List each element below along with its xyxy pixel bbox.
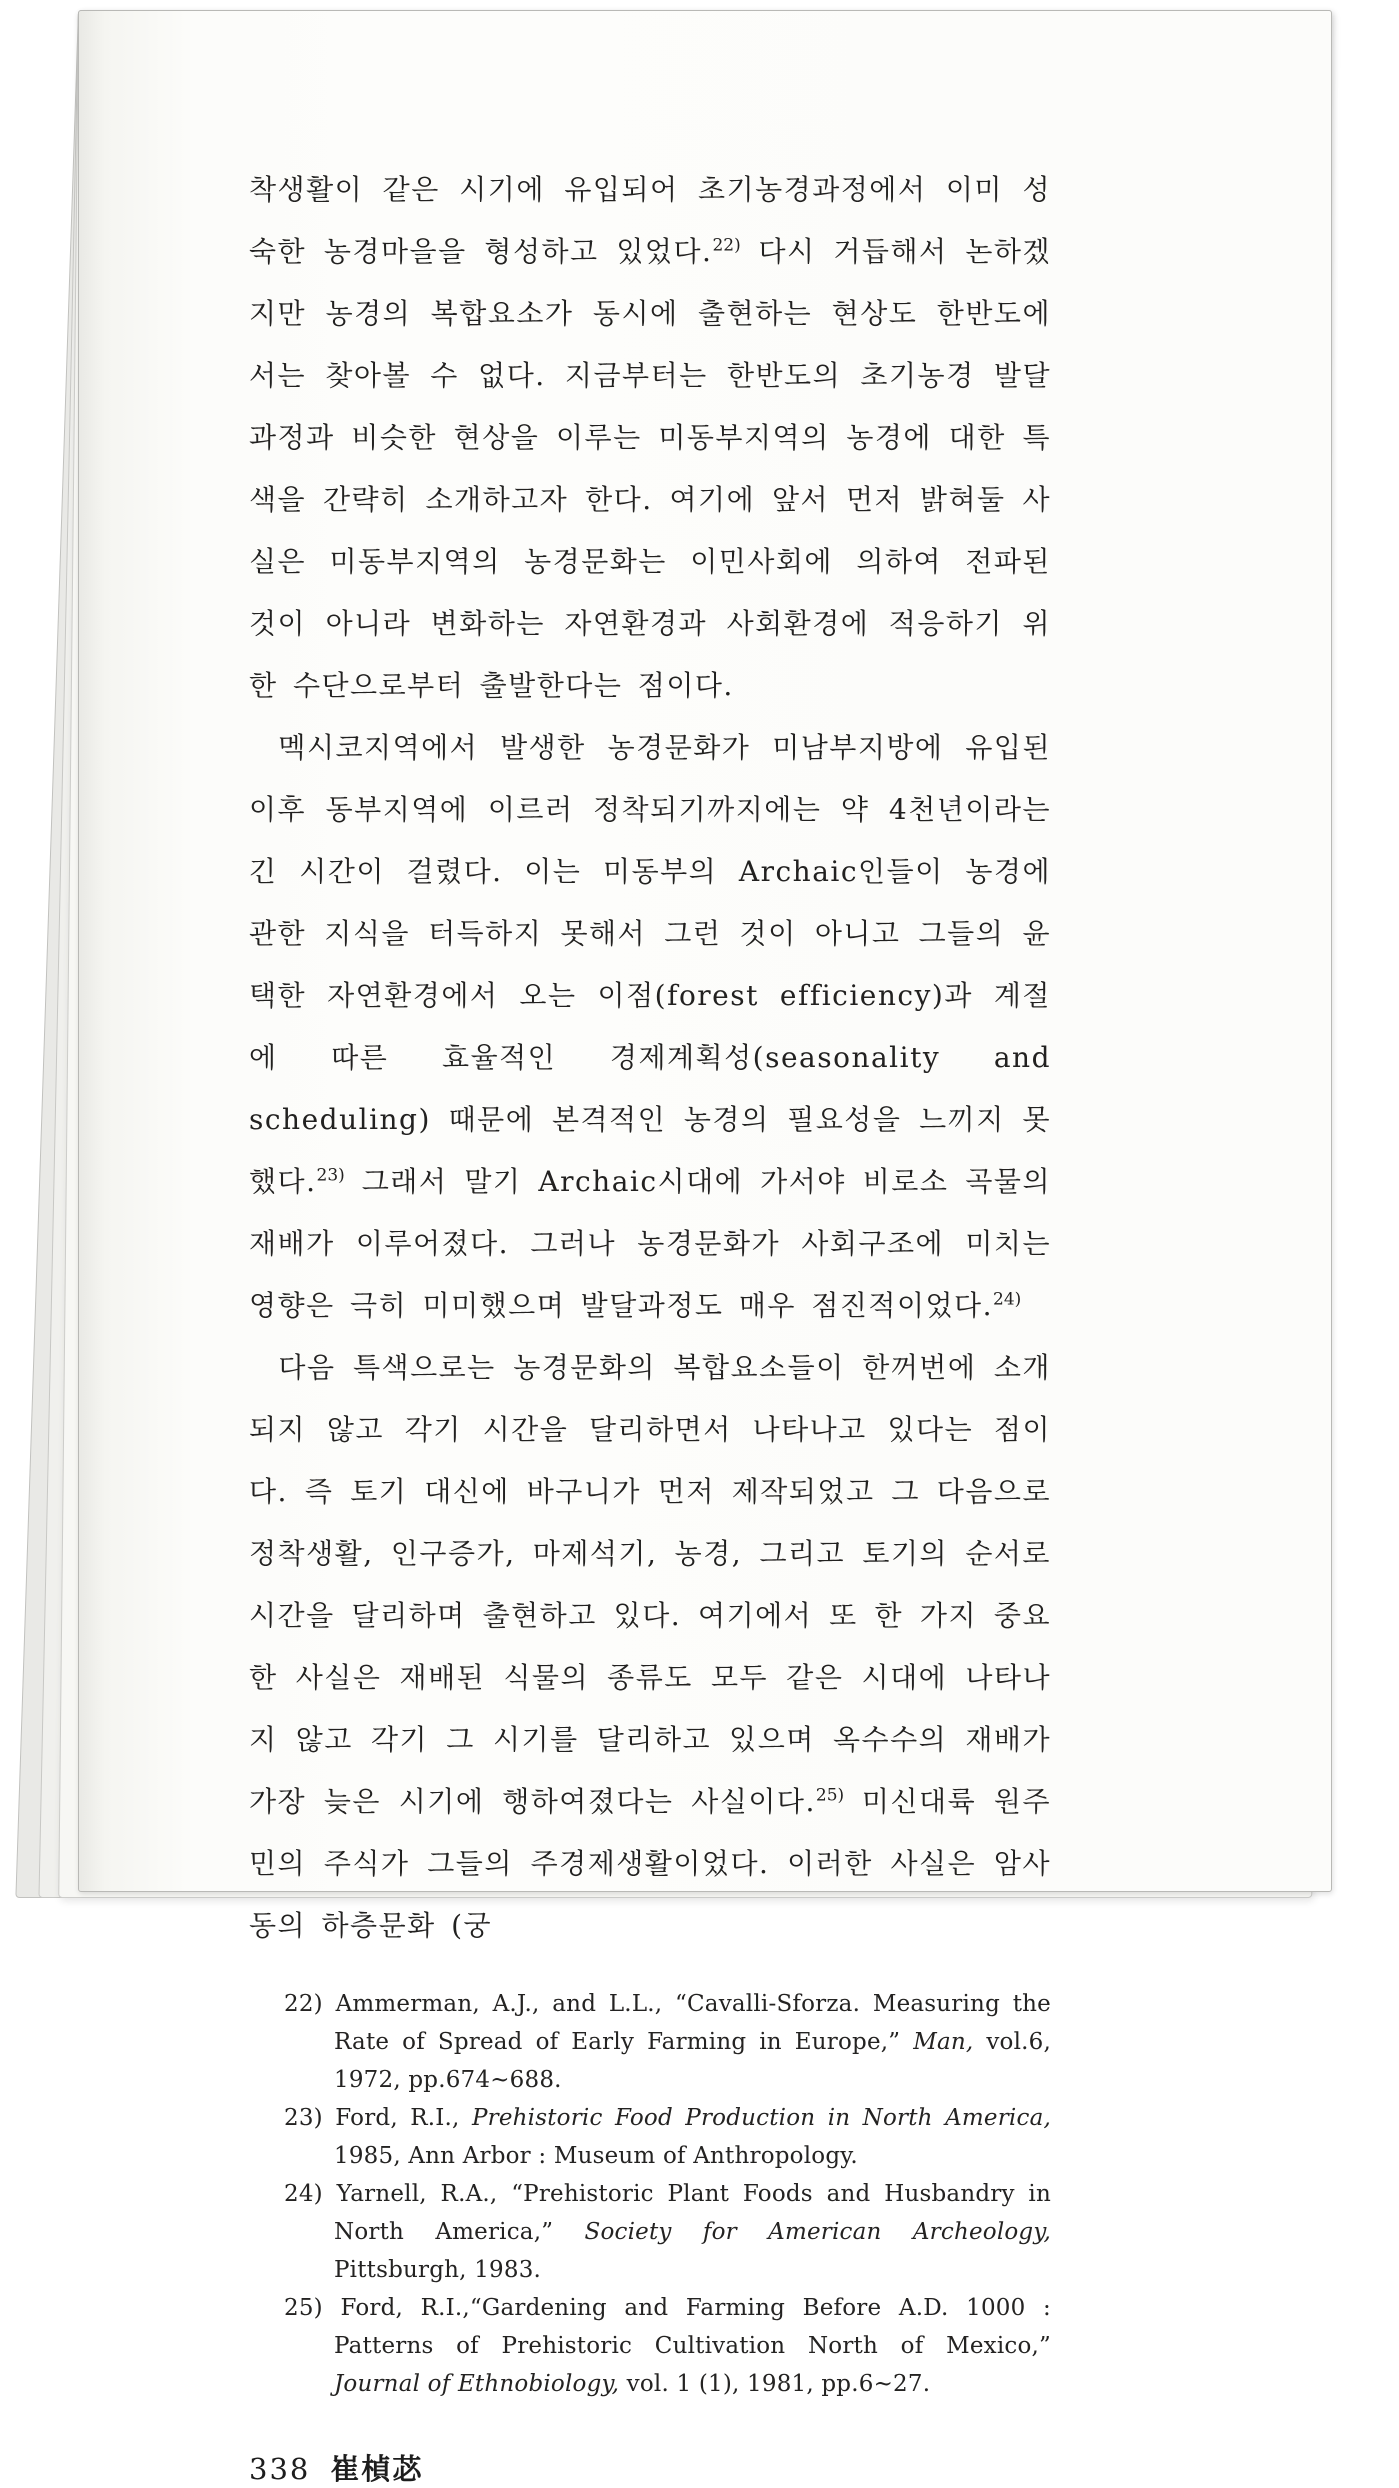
- page-number: 338: [249, 2452, 311, 2486]
- footnote-reference: 22): [712, 235, 741, 256]
- paragraph-text: 그래서 말기 Archaic시대에 가서야 비로소 곡물의 재배가 이루어졌다. 그러나 농경문화가 사회구조에 미치는 영향은 극히 미미했으며 발달과정도 매우 점진적이었다.: [249, 1165, 1051, 1322]
- body-text: [249, 159, 1051, 1957]
- page-content: [249, 159, 1051, 2488]
- paragraph: [249, 159, 1051, 717]
- paragraph: [249, 717, 1051, 1337]
- footnote-text-italic: Society for American Archeology,: [584, 2219, 1051, 2245]
- footnote-text-italic: Journal of Ethnobiology,: [334, 2371, 620, 2397]
- book-page: [78, 10, 1332, 2486]
- paragraph-text: 다음 특색으로는 농경문화의 복합요소들이 한꺼번에 소개되지 않고 각기 시간을 달리하면서 나타나고 있다는 점이다. 즉 토기 대신에 바구니가 먼저 제작되었고 그 다음으로 정착생활, 인구증가, 마제석기, 농경, 그리고 토기의 순서로 시간을 달리하며 출현하고 있다. 여기에서 또 한 가지 중요한 사실은 재배된 식물의 종류도 모두 같은 시대에 나타나지 않고 각기 그 시기를 달리하고 있으며 옥수수의 재배가 가장 늦은 시기에 행하여졌다는 사실이다.: [249, 1351, 1051, 1818]
- footnote-label: 22): [284, 1991, 336, 2017]
- footnote-text: Pittsburgh, 1983.: [334, 2257, 542, 2283]
- footnote-text: Yarnell, R.A., “Prehistoric Plant Foods and Husbandry in North America,”: [334, 2181, 1051, 2245]
- paragraph-text: 다시 거듭해서 논하겠지만 농경의 복합요소가 동시에 출현하는 현상도 한반도에서는 찾아볼 수 없다. 지금부터는 한반도의 초기농경 발달과정과 비슷한 현상을 이루는 미동부지역의 농경에 대한 특색을 간략히 소개하고자 한다. 여기에 앞서 먼저 밝혀둘 사실은 미동부지역의 농경문화는 이민사회에 의하여 전파된 것이 아니라 변화하는 자연환경과 사회환경에 적응하기 위한 수단으로부터 출발한다는 점이다.: [249, 235, 1051, 702]
- footnote-item: [284, 2175, 1051, 2289]
- footnote-label: 24): [284, 2181, 337, 2207]
- footnote-text-italic: Prehistoric Food Production in North America,: [471, 2105, 1051, 2131]
- footnote-text: Ford, R.I.,: [335, 2105, 472, 2131]
- footnote-label: 23): [284, 2105, 336, 2131]
- footnote-reference: 25): [815, 1785, 845, 1806]
- footnote-text: vol.6, 1972, pp.674~688.: [334, 2029, 1051, 2093]
- footnote-label: 25): [284, 2295, 341, 2321]
- footnote-text: vol. 1 (1), 1981, pp.6~27.: [619, 2371, 931, 2397]
- footnote-text: Ammerman, A.J., and L.L., “Cavalli-Sforza. Measuring the Rate of Spread of Early Farming in Europe,”: [334, 1991, 1051, 2055]
- paragraph-text: 멕시코지역에서 발생한 농경문화가 미남부지방에 유입된 이후 동부지역에 이르러 정착되기까지에는 약 4천년이라는 긴 시간이 걸렸다. 이는 미동부의 Archaic인들이 농경에 관한 지식을 터득하지 못해서 그런 것이 아니고 그들의 윤택한 자연환경에서 오는 이점(forest efficiency)과 계절에 따른 효율적인 경제계획성(seasonality and scheduling) 때문에 본격적인 농경의 필요성을 느끼지 못했다.: [249, 731, 1051, 1198]
- footnotes-block: [284, 1985, 1051, 2403]
- paragraph-text: 착생활이 같은 시기에 유입되어 초기농경과정에서 이미 성숙한 농경마을을 형성하고 있었다.: [249, 173, 1051, 268]
- footnote-text: 1985, Ann Arbor : Museum of Anthropology.: [334, 2143, 858, 2169]
- footnote-reference: 24): [993, 1289, 1022, 1310]
- author-name: 崔楨苾: [330, 2452, 424, 2486]
- footnote-text-italic: Man,: [913, 2029, 974, 2055]
- footnote-reference: 23): [316, 1165, 345, 1186]
- page-footer: [249, 2447, 1051, 2488]
- paragraph: [249, 1337, 1051, 1957]
- paragraph-text: 미신대륙 원주민의 주식가 그들의 주경제생활이었다. 이러한 사실은 암사동의 하층문화 (궁: [249, 1785, 1052, 1942]
- footnote-item: [284, 2099, 1051, 2175]
- footnote-item: [284, 2289, 1051, 2403]
- footnote-text: Ford, R.I.,“Gardening and Farming Before A.D. 1000 : Patterns of Prehistoric Cultivation North of Mexico,”: [334, 2295, 1051, 2359]
- footnote-item: [284, 1985, 1051, 2099]
